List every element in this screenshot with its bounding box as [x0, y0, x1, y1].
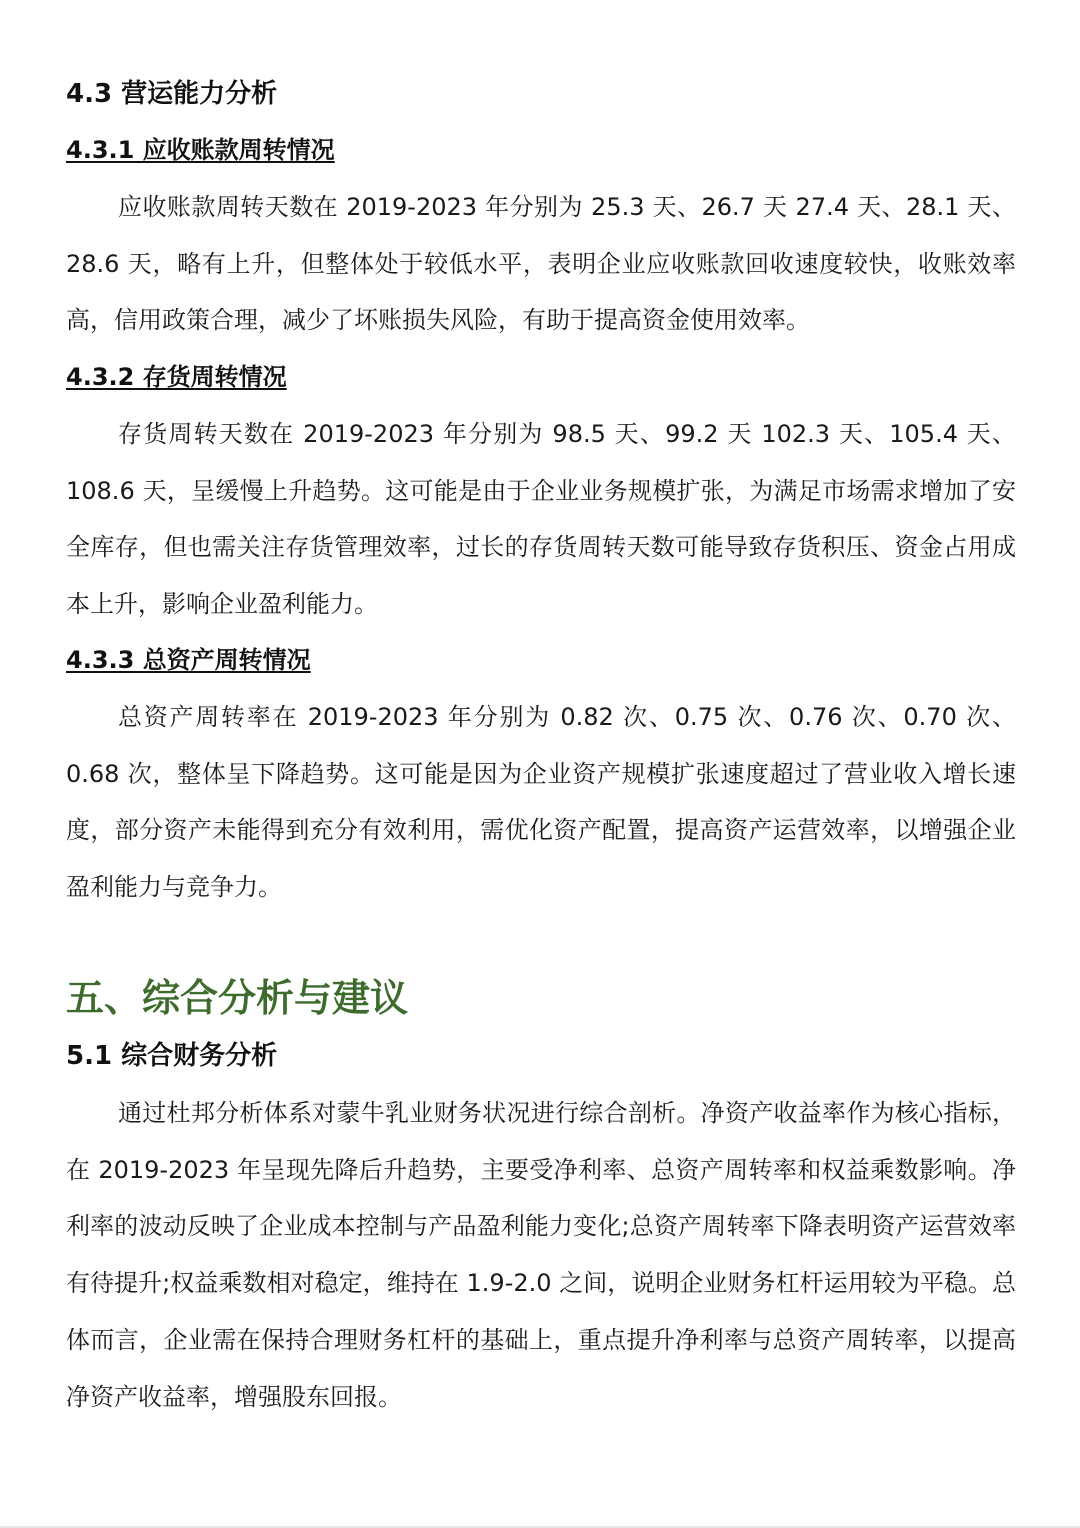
paragraph-total-asset-turnover: 总资产周转率在 2019-2023 年分别为 0.82 次、0.75 次、0.76 次、0.70 次、0.68 次，整体呈下降趋势。这可能是因为企业资产规模扩张速度超过了营业收入增长速度，部分资产未能得到充分有效利用，需优化资产配置，提高资产运营效率，以增强企业盈利能力与竞争力。 [66, 703, 1016, 902]
chapter-heading-5: 五、综合分析与建议 [66, 976, 409, 1020]
paragraph-receivables-turnover: 应收账款周转天数在 2019-2023 年分别为 25.3 天、26.7 天 27.4 天、28.1 天、28.6 天，略有上升，但整体处于较低水平，表明企业应收账款回收速度较快，收账效率高，信用政策合理，减少了坏账损失风险，有助于提高资金使用效率。 [66, 193, 1016, 335]
subsection-heading-4-3-3: 4.3.3 总资产周转情况 [66, 646, 311, 674]
section-heading-4-3: 4.3 营运能力分析 [66, 79, 278, 109]
subsection-heading-4-3-2: 4.3.2 存货周转情况 [66, 363, 287, 391]
paragraph-dupont-analysis: 通过杜邦分析体系对蒙牛乳业财务状况进行综合剖析。净资产收益率作为核心指标，在 2019-2023 年呈现先降后升趋势，主要受净利率、总资产周转率和权益乘数影响。净利率的波动反映了企业成本控制与产品盈利能力变化;总资产周转率下降表明资产运营效率有待提升;权益乘数相对稳定，维持在 1.9-2.0 之间，说明企业财务杠杆运用较为平稳。总体而言，企业需在保持合理财务杠杆的基础上，重点提升净利率与总资产周转率，以提高净资产收益率，增强股东回报。 [66, 1099, 1016, 1411]
subsection-heading-4-3-1: 4.3.1 应收账款周转情况 [66, 136, 335, 164]
paragraph-inventory-turnover: 存货周转天数在 2019-2023 年分别为 98.5 天、99.2 天 102.3 天、105.4 天、108.6 天，呈缓慢上升趋势。这可能是由于企业业务规模扩张，为满足市场需求增加了安全库存，但也需关注存货管理效率，过长的存货周转天数可能导致存货积压、资金占用成本上升，影响企业盈利能力。 [66, 420, 1016, 619]
section-heading-5-1: 5.1 综合财务分析 [66, 1041, 278, 1071]
